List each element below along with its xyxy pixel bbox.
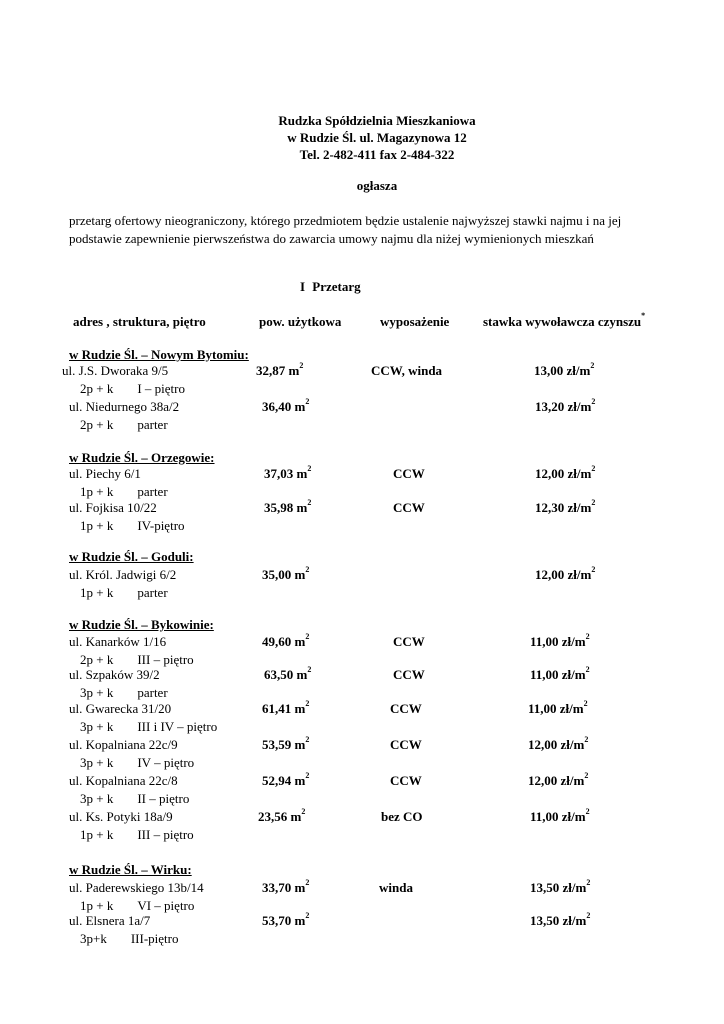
flat-address: ul. J.S. Dworaka 9/5: [62, 363, 169, 378]
flat-address: ul. Ks. Potyki 18a/9: [69, 809, 173, 824]
flat-address: ul. Król. Jadwigi 6/2: [69, 567, 177, 582]
flat-rate: [530, 880, 590, 896]
flat-floor: I – piętro: [137, 381, 185, 396]
flat-rooms: 2p + k: [80, 381, 114, 396]
flat-rate: [530, 667, 590, 683]
flat-rate-value: 11,00 zł/m: [530, 634, 586, 649]
flat-area-unit-exponent: 2: [307, 464, 312, 473]
flat-rate-value: 11,00 zł/m: [528, 701, 584, 716]
flat-floor: parter: [137, 585, 168, 600]
flat-area-unit-exponent: 2: [307, 498, 312, 507]
flat-equipment: CCW: [390, 773, 422, 788]
flat-rooms: 3p+k: [80, 931, 107, 946]
flat-rooms: 1p + k: [80, 585, 114, 600]
flat-area-unit-exponent: 2: [305, 632, 310, 641]
flat-floor: III – piętro: [137, 652, 194, 667]
flat-rate-unit-exponent: 2: [586, 911, 591, 920]
flat-structure: [80, 484, 168, 500]
flat-area-value: 23,56 m: [258, 809, 302, 824]
flat-rate-value: 12,00 zł/m: [535, 466, 592, 481]
flat-rate-value: 11,00 zł/m: [530, 809, 586, 824]
flat-area: [262, 913, 309, 929]
flat-area-unit-exponent: 2: [305, 771, 310, 780]
column-header-equipment: wyposażenie: [380, 314, 450, 329]
intro-paragraph: przetarg ofertowy nieograniczony, którego przedmiotem będzie ustalenie najwyższej stawki najmu i na jej podstawie zapewnienie pierwszeństwa do zawarcia umowy najmu dla niżej wymienionych mieszkań: [69, 213, 622, 246]
flat-rate: [530, 809, 590, 825]
flat-equipment: CCW: [390, 737, 422, 752]
flat-rate-unit-exponent: 2: [591, 464, 596, 473]
flat-area: [262, 399, 309, 415]
flat-address: ul. Paderewskiego 13b/14: [69, 880, 204, 895]
flat-equipment: CCW, winda: [371, 363, 443, 378]
flat-address: ul. Kanarków 1/16: [69, 634, 167, 649]
flat-floor: IV – piętro: [137, 755, 195, 770]
flat-area-value: 63,50 m: [264, 667, 308, 682]
flat-area: [262, 737, 309, 753]
flat-rate-value: 13,20 zł/m: [535, 399, 592, 414]
column-header-area: pow. użytkowa: [259, 314, 342, 329]
flat-rate-value: 12,00 zł/m: [528, 737, 585, 752]
flat-rooms: 2p + k: [80, 652, 114, 667]
flat-rate-value: 12,30 zł/m: [535, 500, 592, 515]
district-heading: w Rudzie Śl. – Orzegowie:: [69, 450, 215, 465]
flat-rooms: 3p + k: [80, 719, 114, 734]
flat-area: [262, 701, 309, 717]
flat-rate-unit-exponent: 2: [583, 699, 588, 708]
flat-rate: [528, 737, 588, 753]
flat-floor: III-piętro: [130, 931, 179, 946]
section-title: I Przetarg: [300, 279, 361, 294]
flat-floor: II – piętro: [137, 791, 190, 806]
header: [0, 112, 724, 163]
flat-floor: III – piętro: [137, 827, 194, 842]
rate-footnote-mark: *: [641, 311, 646, 320]
cooperative-name: Rudzka Spółdzielnia Mieszkaniowa: [278, 113, 476, 128]
flat-structure: [80, 381, 185, 397]
flat-address: ul. Kopalniana 22c/9: [69, 737, 178, 752]
flat-rate: [535, 567, 595, 583]
flat-rate-value: 13,50 zł/m: [530, 880, 587, 895]
flat-area-unit-exponent: 2: [305, 397, 310, 406]
flat-area-value: 33,70 m: [262, 880, 306, 895]
flat-area-value: 37,03 m: [264, 466, 308, 481]
flat-rate-unit-exponent: 2: [590, 361, 595, 370]
flat-area-value: 61,41 m: [262, 701, 306, 716]
flat-equipment: CCW: [393, 634, 425, 649]
flat-rate-value: 13,50 zł/m: [530, 913, 587, 928]
flat-floor: III i IV – piętro: [137, 719, 218, 734]
flat-rate: [530, 634, 590, 650]
flat-area-unit-exponent: 2: [301, 807, 306, 816]
flat-rooms: 1p + k: [80, 898, 114, 913]
flat-rate: [530, 913, 590, 929]
flat-rate-value: 11,00 zł/m: [530, 667, 586, 682]
flat-area-value: 36,40 m: [262, 399, 306, 414]
district-heading: w Rudzie Śl. – Wirku:: [69, 862, 192, 877]
flat-address: ul. Szpaków 39/2: [69, 667, 160, 682]
flat-rooms: 3p + k: [80, 685, 114, 700]
flat-rooms: 3p + k: [80, 791, 114, 806]
flat-address: ul. Kopalniana 22c/8: [69, 773, 178, 788]
flat-area-unit-exponent: 2: [299, 361, 304, 370]
flat-structure: [80, 585, 168, 601]
flat-structure: [80, 417, 168, 433]
district-heading: w Rudzie Śl. – Bykowinie:: [69, 617, 214, 632]
flat-area-value: 53,59 m: [262, 737, 306, 752]
flat-rate: [534, 363, 594, 379]
flat-floor: parter: [137, 685, 168, 700]
flat-area-value: 49,60 m: [262, 634, 306, 649]
flat-structure: [80, 719, 217, 735]
flat-rate: [535, 399, 595, 415]
flat-equipment: CCW: [393, 667, 425, 682]
flat-equipment: CCW: [390, 701, 422, 716]
flat-address: ul. Fojkisa 10/22: [69, 500, 157, 515]
column-header-rate-label: stawka wywoławcza czynszu: [483, 314, 642, 329]
flat-area: [262, 773, 309, 789]
flat-rooms: 1p + k: [80, 484, 114, 499]
flat-rate-unit-exponent: 2: [591, 498, 596, 507]
flat-rate-unit-exponent: 2: [585, 665, 590, 674]
flat-area: [262, 880, 309, 896]
flat-rate-value: 12,00 zł/m: [535, 567, 592, 582]
flat-rate-unit-exponent: 2: [591, 397, 596, 406]
flat-area: [258, 809, 305, 825]
district-heading: w Rudzie Śl. – Nowym Bytomiu:: [69, 347, 249, 362]
flat-structure: [80, 755, 194, 771]
flat-rate-unit-exponent: 2: [585, 632, 590, 641]
flat-structure: [80, 685, 168, 701]
flat-area: [264, 466, 311, 482]
flat-address: ul. Piechy 6/1: [69, 466, 141, 481]
flat-rate: [528, 701, 588, 717]
flat-rooms: 1p + k: [80, 827, 114, 842]
flat-area-unit-exponent: 2: [305, 911, 310, 920]
flat-area-value: 32,87 m: [256, 363, 300, 378]
flat-rate-unit-exponent: 2: [584, 771, 589, 780]
flat-equipment: winda: [379, 880, 413, 895]
flat-rooms: 2p + k: [80, 417, 114, 432]
flat-structure: [80, 898, 194, 914]
flat-rate-unit-exponent: 2: [586, 878, 591, 887]
flat-rate-unit-exponent: 2: [591, 565, 596, 574]
flat-address: ul. Gwarecka 31/20: [69, 701, 172, 716]
flat-address: ul. Elsnera 1a/7: [69, 913, 151, 928]
flat-structure: [80, 791, 189, 807]
column-header-rate: [483, 311, 646, 330]
flat-area: [256, 363, 303, 379]
flat-structure: [80, 931, 178, 947]
flat-floor: parter: [137, 417, 168, 432]
flat-area-unit-exponent: 2: [305, 878, 310, 887]
flat-area-value: 35,00 m: [262, 567, 306, 582]
flat-area: [264, 667, 311, 683]
flat-rate-value: 13,00 zł/m: [534, 363, 591, 378]
flat-area: [262, 567, 309, 583]
flat-rooms: 3p + k: [80, 755, 114, 770]
cooperative-phone: Tel. 2-482-411 fax 2-484-322: [299, 147, 455, 162]
flat-rate-unit-exponent: 2: [585, 807, 590, 816]
flat-address: ul. Niedurnego 38a/2: [69, 399, 180, 414]
district-heading: w Rudzie Śl. – Goduli:: [69, 549, 194, 564]
flat-floor: VI – piętro: [137, 898, 195, 913]
flat-rate: [528, 773, 588, 789]
announce-heading: ogłasza: [356, 178, 398, 193]
flat-area: [264, 500, 311, 516]
flat-area-unit-exponent: 2: [307, 665, 312, 674]
flat-floor: IV-piętro: [137, 518, 185, 533]
flat-rooms: 1p + k: [80, 518, 114, 533]
flat-area-unit-exponent: 2: [305, 735, 310, 744]
flat-floor: parter: [137, 484, 168, 499]
flat-rate: [535, 466, 595, 482]
flat-rate-unit-exponent: 2: [584, 735, 589, 744]
flat-area-unit-exponent: 2: [305, 699, 310, 708]
flat-area: [262, 634, 309, 650]
column-header-address: adres , struktura, piętro: [73, 314, 206, 329]
flat-equipment: bez CO: [381, 809, 423, 824]
flat-area-value: 35,98 m: [264, 500, 308, 515]
flat-area-value: 53,70 m: [262, 913, 306, 928]
flat-structure: [80, 827, 194, 843]
cooperative-address: w Rudzie Śl. ul. Magazynowa 12: [287, 130, 467, 145]
flat-structure: [80, 652, 194, 668]
flat-structure: [80, 518, 185, 534]
flat-area-unit-exponent: 2: [305, 565, 310, 574]
flat-area-value: 52,94 m: [262, 773, 306, 788]
flat-equipment: CCW: [393, 500, 425, 515]
flat-rate: [535, 500, 595, 516]
flat-rate-value: 12,00 zł/m: [528, 773, 585, 788]
flat-equipment: CCW: [393, 466, 425, 481]
